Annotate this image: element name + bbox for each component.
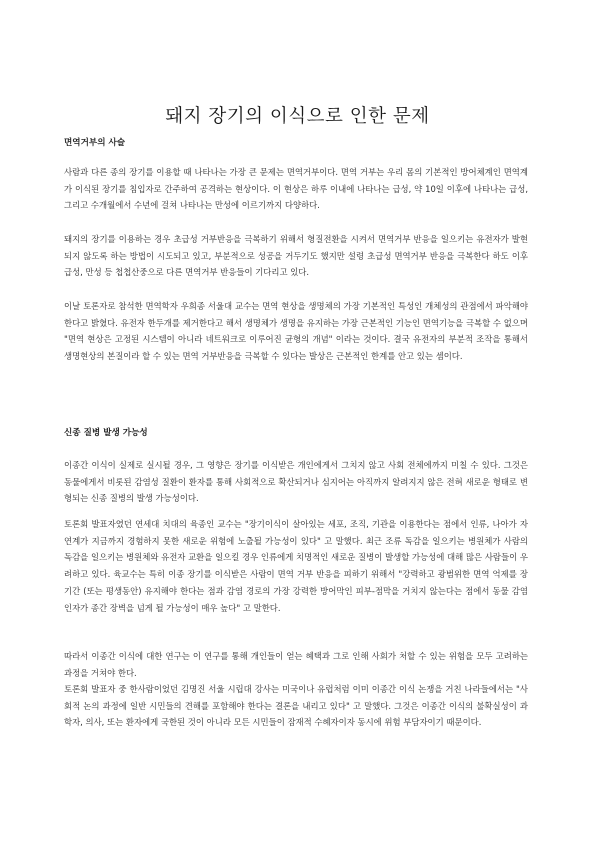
paragraph: 따라서 이종간 이식에 대한 연구는 이 연구를 통해 개인들이 얻는 혜택과 그로 인해 사회가 처할 수 있는 위험을 모두 고려하는 과정을 거쳐야 한다. <box>64 651 528 678</box>
paragraph: 이날 토론자로 참석한 면역학자 우희종 서울대 교수는 면역 현상을 생명체의 가장 기본적인 특성인 개체성의 관점에서 파악해야 한다고 밝혔다. 유전자 한두개를 제거한다고 해서 생명체가 생명을 유지하는 가장 근본적인 기능인 면역기능을 극복할 수 없으며 "면역 현상은 고정된 시스템이 아니라 네트워크로 이루어진 균형의 개념" 이라는 것이다. 결국 유전자의 부분적 조작을 통해서 생명현상의 본질이라 할 수 있는 면역 거부반응을 극복할 수 있다는 발상은 근본적인 한계를 안고 있는 셈이다. <box>64 301 528 362</box>
paragraph: 돼지의 장기를 이용하는 경우 초급성 거부반응을 극복하기 위해서 형질전환을 시켜서 면역거부 반응을 일으키는 유전자가 발현되지 않도록 하는 방법이 시도되고 있고, 부분적으로 성공을 거두기도 했지만 설령 초급성 면역거부 반응을 극복한다 하도 이후 급성, 만성 등 첩첩산중으로 다른 면역거부 반응들이 기다리고 있다. <box>64 234 528 278</box>
section-heading-immune-rejection: 면역거부의 사슬 <box>64 138 126 148</box>
paragraph: 토론회 발표자였던 연세대 치대의 육종인 교수는 "장기이식이 살아있는 세포, 조직, 기관을 이용한다는 점에서 인류, 나아가 자연계가 지금까지 경험하지 못한 새로운 위험에 노출될 가능성이 있다" 고 말했다. 최근 조류 독감을 일으키는 병원체가 사람의 독감을 일으키는 병원체와 유전자 교환을 일으킬 경우 인류에게 치명적인 새로운 질병이 발생할 가능성에 대해 많은 사람들이 우려하고 있다. 육교수는 특히 이종 장기를 이식받은 사람이 면역 거부 반응을 피하기 위해서 "강력하고 광범위한 면역 억제를 장기간 (또는 평생동안) 유지해야 한다는 점과 감염 경로의 가장 강력한 방어막인 피부-점막을 거치지 않는다는 점에서 동물 감염 인자가 종간 장벽을 넘게 될 가능성이 매우 높다" 고 말한다. <box>64 519 528 613</box>
document-title: 돼지 장기의 이식으로 인한 문제 <box>165 106 430 128</box>
paragraph: 이종간 이식이 실제로 실시될 경우, 그 영향은 장기를 이식받은 개인에게서 그치지 않고 사회 전체에까지 미칠 수 있다. 그것은 동물에게서 비롯된 감염성 질환이 환자를 통해 사회적으로 확산되거나 심지어는 아직까지 알려지지 않은 전혀 새로운 형태로 변형되는 신종 질병의 발생 가능성이다. <box>64 460 528 504</box>
section-heading-new-disease: 신종 질병 발생 가능성 <box>64 428 148 438</box>
paragraph: 사람과 다른 종의 장기를 이용할 때 나타나는 가장 큰 문제는 면역거부이다. 면역 거부는 우리 몸의 기본적인 방어체계인 면역계가 이식된 장기를 침입자로 간주하여 공격하는 현상이다. 이 현상은 하루 이내에 나타나는 급성, 약 10일 이후에 나타나는 급성, 그리고 수개월에서 수년에 걸쳐 나타나는 만성에 이르기까지 다양하다. <box>64 167 528 211</box>
paragraph: 토론회 발표자 중 한사람이었던 김명진 서울 시립대 강사는 미국이나 유럽처럼 이미 이종간 이식 논쟁을 거친 나라들에서는 "사회적 논의 과정에 일반 시민들의 견해를 포함해야 한다는 결론을 내리고 있다" 고 말했다. 그것은 이종간 이식의 불확실성이 과학자, 의사, 또는 환자에게 국한된 것이 아니라 모든 시민들이 잠재적 수혜자이자 동시에 위험 부담자이기 때문이다. <box>64 684 528 728</box>
